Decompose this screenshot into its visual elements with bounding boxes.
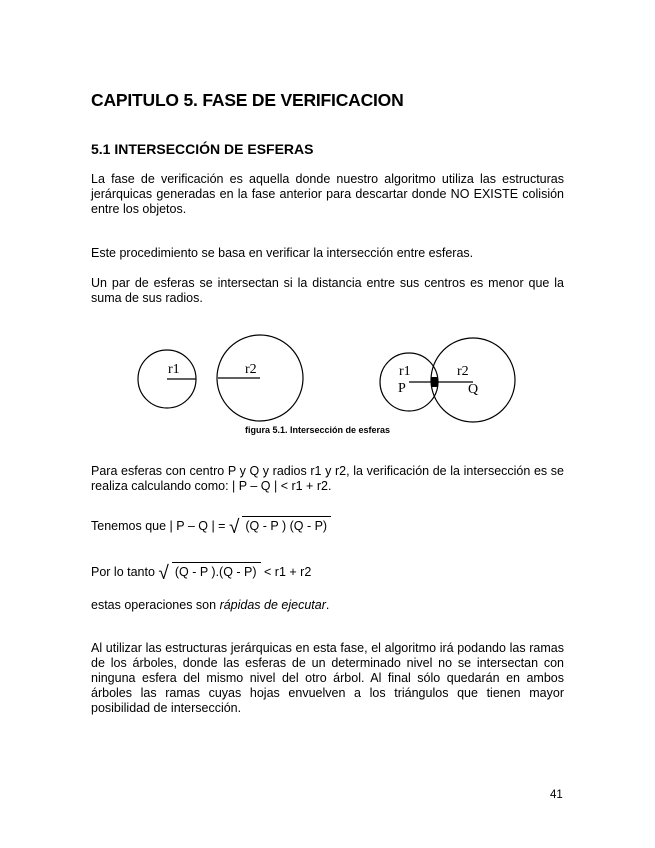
formula-condition (91, 563, 312, 584)
sqrt-sign: √ (158, 563, 169, 584)
sqrt-expression (228, 517, 331, 538)
radicand: (Q - P ) (Q - P) (242, 516, 331, 533)
label-r2-right: r2 (457, 364, 469, 379)
paragraph-fast (91, 598, 329, 613)
page-number: 41 (550, 789, 563, 801)
formula-distance (91, 517, 331, 538)
chapter-title: CAPITULO 5. FASE DE VERIFICACION (91, 90, 404, 110)
label-P: P (398, 381, 406, 396)
label-r1-left: r1 (168, 362, 180, 377)
figure-caption: figura 5.1. Intersección de esferas (245, 425, 391, 435)
spheres-figure (0, 325, 655, 425)
paragraph-pruning: Al utilizar las estructuras jerárquicas en esta fase, el algoritmo irá podando las ramas de los árboles, donde las esferas de un determinado nivel no se intersectan con ninguna esfera del mismo nivel del otro árbol. Al final sólo quedarán en ambos árboles las ramas cuyas hojas envuelven a los triángulos que tienen mayor posibilidad de intersección. (91, 641, 564, 715)
paragraph-verification: Para esferas con centro P y Q y radios r1 y r2, la verificación de la intersección es se realiza calculando como: | P – Q | < r1 + r2. (91, 464, 564, 493)
fast-suffix: . (325, 598, 330, 612)
sphere-r2-right (431, 338, 515, 422)
formula-condition-suffix: < r1 + r2 (260, 565, 312, 579)
radicand: (Q - P ).(Q - P) (172, 562, 261, 579)
fast-prefix: estas operaciones son (91, 598, 220, 612)
formula-condition-prefix: Por lo tanto (91, 565, 159, 579)
formula-distance-prefix: Tenemos que | P – Q | = (91, 519, 229, 533)
label-r2-left: r2 (245, 362, 257, 377)
fast-emphasis: rápidas de ejecutar (219, 598, 326, 612)
paragraph-procedure: Este procedimiento se basa en verificar la intersección entre esferas. (91, 246, 474, 260)
paragraph-intro: La fase de verificación es aquella donde nuestro algoritmo utiliza las estructuras jerárquicas generadas en la fase anterior para descartar donde NO EXISTE colisión entre los objetos. (91, 172, 564, 216)
sqrt-sign: √ (228, 517, 240, 538)
sqrt-expression (158, 563, 260, 584)
section-title: 5.1 INTERSECCIÓN DE ESFERAS (91, 141, 314, 157)
paragraph-condition: Un par de esferas se intersectan si la distancia entre sus centros es menor que la suma de sus radios. (91, 276, 564, 305)
label-Q: Q (468, 382, 479, 397)
label-r1-right: r1 (399, 364, 411, 379)
